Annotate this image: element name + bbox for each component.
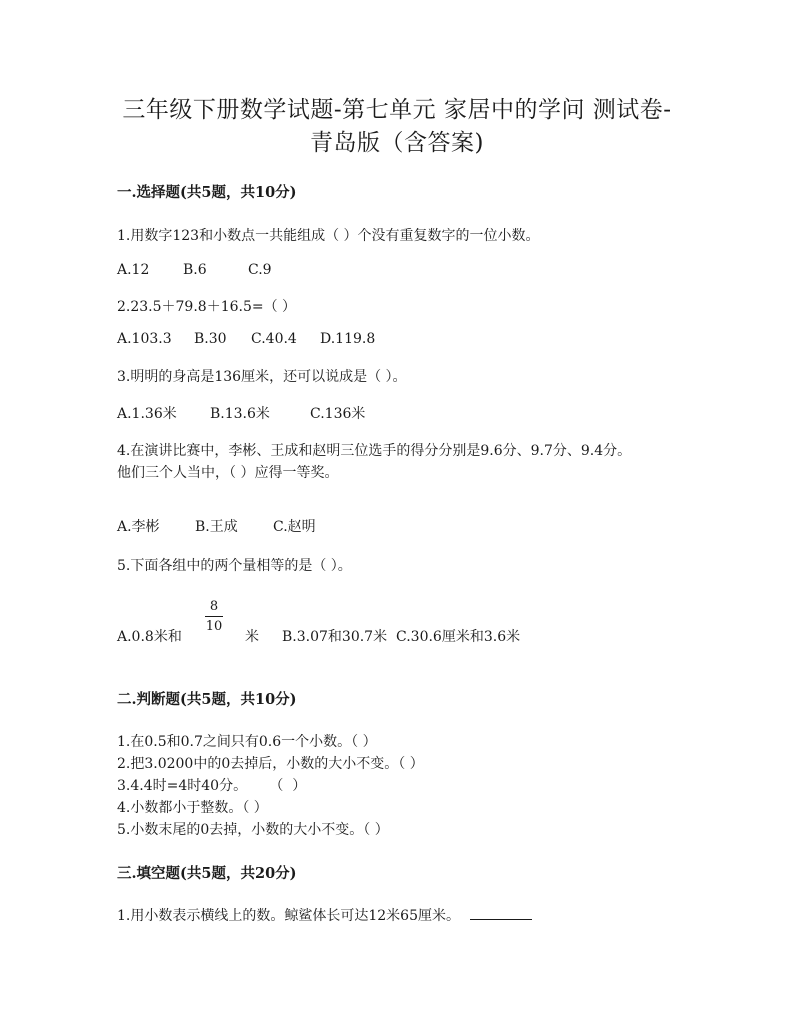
option-c: C.9 [248,262,272,278]
option-c: C.赵明 [273,519,316,535]
option-c: C.136米 [310,406,366,422]
choice-question-4-line-1: 4.在演讲比赛中，李彬、王成和赵明三位选手的得分分别是9.6分、9.7分、9.4分。 [117,443,632,459]
option-b: B.王成 [195,519,238,535]
option-b: B.3.07和30.7米 [282,629,388,645]
judge-question-2: 2.把3.0200中的0去掉后，小数的大小不变。（ ） [117,756,424,772]
answer-blank[interactable] [470,907,532,920]
title-line-2: 青岛版（含答案) [310,130,484,156]
fraction-numerator: 8 [209,599,219,614]
option-c: C.30.6厘米和3.6米 [396,629,521,645]
option-c: C.40.4 [251,331,297,347]
option-a: A.103.3 [117,331,172,347]
judge-question-1: 1.在0.5和0.7之间只有0.6一个小数。（ ） [117,734,377,750]
section-heading-judge: 二.判断题(共5题，共10分) [117,691,297,708]
option-a: A.12 [117,262,150,278]
page-title [110,94,684,160]
judge-question-4: 4.小数都小于整数。（ ） [117,800,268,816]
judge-question-3: 3.4.4时=4时40分。 （ ） [117,778,307,794]
option-a: A.李彬 [117,519,160,535]
option-a-suffix: 米 [245,629,259,645]
choice-question-2: 2.23.5＋79.8＋16.5=（ ） [117,299,297,315]
section-heading-choice: 一.选择题(共5题，共10分) [117,184,297,201]
choice-question-5-options [117,626,520,646]
option-d: D.119.8 [320,331,376,347]
choice-question-2-options [117,331,375,347]
fill-question-1 [117,905,532,925]
choice-question-5: 5.下面各组中的两个量相等的是（ ）。 [117,558,352,574]
section-heading-fill: 三.填空题(共5题，共20分) [117,865,297,882]
option-b: B.6 [183,262,207,278]
option-b: B.30 [194,331,227,347]
option-b: B.13.6米 [210,406,270,422]
fraction-denominator: 10 [205,619,223,634]
fill-question-1-text: 1.用小数表示横线上的数。鲸鲨体长可达12米65厘米。 [117,908,460,924]
choice-question-4-line-2: 他们三个人当中，（ ）应得一等奖。 [117,465,339,481]
title-line-1: 三年级下册数学试题-第七单元 家居中的学问 测试卷- [122,97,672,123]
choice-question-1-options [117,262,272,278]
option-a: A.1.36米 [117,406,177,422]
choice-question-4-options [117,516,316,536]
fraction-bar [205,616,223,617]
option-a-prefix: A.0.8米和 [117,629,182,645]
choice-question-3: 3.明明的身高是136厘米，还可以说成是（ ）。 [117,369,407,385]
choice-question-1: 1.用数字123和小数点一共能组成（ ）个没有重复数字的一位小数。 [117,228,540,244]
choice-question-3-options [117,403,365,423]
judge-question-5: 5.小数末尾的0去掉，小数的大小不变。（ ） [117,822,389,838]
